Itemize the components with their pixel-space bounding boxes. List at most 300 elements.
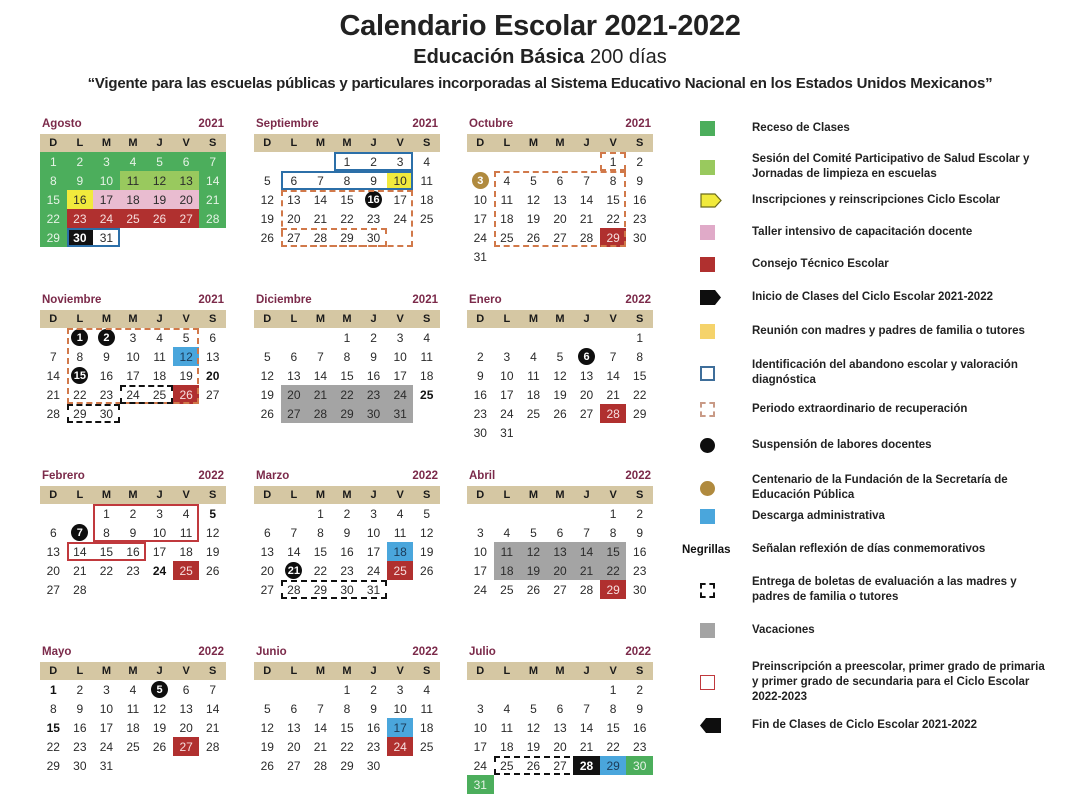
day-cell: 4 bbox=[503, 701, 511, 716]
day-cell: 6 bbox=[263, 525, 271, 540]
month-year: 2021 bbox=[412, 294, 438, 306]
weekday-label: M bbox=[528, 665, 538, 677]
day-cell: 3 bbox=[396, 682, 404, 697]
day-cell bbox=[281, 561, 308, 580]
weekday-label: M bbox=[342, 665, 352, 677]
legend-label: Vacaciones bbox=[752, 624, 815, 636]
day-cell: 10 bbox=[387, 171, 414, 190]
day-cell: 12 bbox=[526, 192, 541, 207]
day-cell: 31 bbox=[473, 249, 487, 264]
day-cell: 11 bbox=[494, 542, 521, 561]
day-cell: 15 bbox=[340, 368, 354, 383]
month-header bbox=[254, 646, 440, 662]
month-year: 2022 bbox=[625, 646, 651, 658]
day-cell: 9 bbox=[67, 171, 94, 190]
day-cell: 7 bbox=[609, 349, 617, 364]
legend-label: Señalan reflexión de días conmemorativos bbox=[752, 543, 986, 555]
legend-label: Periodo extraordinario de recuperación bbox=[752, 403, 968, 415]
day-cell: 23 bbox=[366, 211, 381, 226]
days-grid bbox=[40, 504, 226, 599]
empty-day bbox=[494, 152, 521, 171]
subtitle-rest: 200 días bbox=[584, 46, 667, 68]
day-cell: 14 bbox=[313, 720, 328, 735]
day-cell: 16 bbox=[340, 544, 354, 559]
weekday-label: M bbox=[555, 313, 565, 325]
day-cell: 28 bbox=[206, 739, 220, 754]
weekday-label: M bbox=[555, 489, 565, 501]
month-name: Octubre bbox=[469, 118, 514, 130]
day-cell: 9 bbox=[636, 173, 644, 188]
weekday-header bbox=[40, 310, 226, 328]
day-cell: 6 bbox=[173, 152, 200, 171]
weekday-label: S bbox=[209, 489, 217, 501]
weekday-label: M bbox=[128, 665, 138, 677]
day-cell: 20 bbox=[547, 561, 574, 580]
day-cell: 18 bbox=[500, 211, 514, 226]
day-cell: 1 bbox=[317, 506, 324, 521]
day-cell: 16 bbox=[366, 368, 381, 383]
day-cell: 8 bbox=[609, 173, 617, 188]
weekday-label: D bbox=[49, 313, 58, 325]
day-cell bbox=[467, 171, 494, 190]
weekday-label: L bbox=[76, 137, 84, 149]
legend-item bbox=[680, 623, 1080, 638]
month-name: Noviembre bbox=[42, 294, 102, 306]
day-cell: 8 bbox=[317, 525, 324, 540]
legend-item bbox=[680, 473, 1080, 503]
blue-outline-square-icon bbox=[680, 366, 738, 381]
weekday-label: J bbox=[370, 313, 377, 325]
day-cell: 22 bbox=[313, 563, 328, 578]
empty-day bbox=[494, 328, 521, 347]
day-cell: 29 bbox=[73, 406, 87, 421]
day-cell: 4 bbox=[423, 682, 431, 697]
day-cell: 9 bbox=[370, 173, 377, 188]
day-cell: 2 bbox=[370, 682, 377, 697]
weekday-label: J bbox=[156, 313, 163, 325]
day-cell: 9 bbox=[370, 701, 377, 716]
day-cell: 29 bbox=[334, 404, 361, 423]
day-cell: 17 bbox=[393, 192, 407, 207]
day-cell: 18 bbox=[494, 561, 521, 580]
day-cell: 11 bbox=[393, 525, 407, 540]
day-cell: 11 bbox=[500, 720, 514, 735]
empty-day bbox=[467, 680, 494, 699]
weekday-label: M bbox=[128, 137, 138, 149]
month-header bbox=[467, 294, 653, 310]
day-cell: 27 bbox=[46, 582, 60, 597]
day-cell: 9 bbox=[476, 368, 484, 383]
month-year: 2022 bbox=[198, 470, 224, 482]
days-grid bbox=[467, 680, 653, 794]
day-cell: 28 bbox=[287, 582, 301, 597]
legend-label: Descarga administrativa bbox=[752, 510, 885, 522]
day-cell: 24 bbox=[387, 385, 414, 404]
weekday-label: M bbox=[315, 137, 325, 149]
days-grid bbox=[254, 328, 440, 423]
day-cell: 19 bbox=[260, 211, 274, 226]
day-cell: 28 bbox=[573, 756, 600, 775]
day-cell: 29 bbox=[46, 758, 60, 773]
empty-day bbox=[573, 504, 600, 523]
day-cell: 26 bbox=[526, 758, 541, 773]
day-cell: 19 bbox=[553, 387, 567, 402]
month-header bbox=[40, 470, 226, 486]
day-cell: 17 bbox=[93, 190, 120, 209]
legend-label: Inicio de Clases del Ciclo Escolar 2021-2022 bbox=[752, 291, 993, 303]
empty-day bbox=[573, 680, 600, 699]
day-cell: 1 bbox=[636, 330, 644, 345]
day-cell: 8 bbox=[103, 525, 110, 540]
weekday-label: M bbox=[101, 665, 111, 677]
day-cell: 25 bbox=[420, 739, 434, 754]
day-cell: 3 bbox=[156, 506, 163, 521]
day-cell: 4 bbox=[423, 154, 431, 169]
day-cell: 18 bbox=[420, 192, 434, 207]
day-cell: 16 bbox=[633, 720, 647, 735]
day-cell: 7 bbox=[317, 173, 324, 188]
page-title: Calendario Escolar 2021-2022 bbox=[339, 10, 741, 42]
day-cell: 15 bbox=[606, 720, 620, 735]
legend-item bbox=[680, 225, 1080, 240]
day-cell: 10 bbox=[393, 349, 407, 364]
weekday-label: M bbox=[128, 489, 138, 501]
weekday-label: D bbox=[476, 313, 485, 325]
day-cell: 26 bbox=[206, 563, 220, 578]
day-cell: 22 bbox=[340, 211, 354, 226]
weekday-label: D bbox=[49, 137, 58, 149]
month-enero bbox=[467, 294, 653, 442]
day-cell: 20 bbox=[287, 211, 301, 226]
day-cell: 19 bbox=[520, 561, 547, 580]
day-cell: 5 bbox=[182, 330, 190, 345]
legend-item bbox=[680, 290, 1080, 305]
legend-label: Receso de Clases bbox=[752, 122, 850, 134]
day-cell: 8 bbox=[343, 349, 351, 364]
day-cell: 21 bbox=[206, 720, 220, 735]
month-year: 2021 bbox=[412, 118, 438, 130]
day-cell: 18 bbox=[120, 190, 147, 209]
empty-day bbox=[254, 328, 281, 347]
empty-day bbox=[281, 504, 308, 523]
day-cell: 10 bbox=[473, 544, 487, 559]
day-cell: 29 bbox=[313, 582, 328, 597]
day-cell: 3 bbox=[396, 154, 404, 169]
empty-day bbox=[307, 328, 334, 347]
month-marzo bbox=[254, 470, 440, 599]
day-cell: 11 bbox=[153, 349, 166, 364]
day-cell: 27 bbox=[173, 209, 200, 228]
day-cell: 2 bbox=[67, 152, 94, 171]
legend-label: Entrega de boletas de evaluación a las madres y padres de familia o tutores bbox=[752, 576, 1017, 603]
month-year: 2022 bbox=[412, 646, 438, 658]
day-cell: 26 bbox=[526, 230, 541, 245]
day-cell: 19 bbox=[526, 739, 541, 754]
day-cell: 17 bbox=[126, 368, 140, 383]
day-cell: 20 bbox=[579, 387, 594, 402]
legend-label: Inscripciones y reinscripciones Ciclo Escolar bbox=[752, 194, 1000, 206]
day-cell: 17 bbox=[500, 387, 514, 402]
day-cell: 15 bbox=[633, 368, 647, 383]
day-cell: 18 bbox=[500, 739, 514, 754]
day-cell: 23 bbox=[360, 385, 387, 404]
month-year: 2022 bbox=[625, 470, 651, 482]
day-cell: 16 bbox=[126, 544, 140, 559]
day-cell: 13 bbox=[547, 542, 574, 561]
legend-label: Fin de Clases de Ciclo Escolar 2021-2022 bbox=[752, 719, 978, 731]
days-grid bbox=[40, 680, 226, 775]
day-cell: 18 bbox=[526, 387, 541, 402]
day-cell: 13 bbox=[206, 349, 220, 364]
legend-item bbox=[680, 575, 1080, 605]
weekday-label: M bbox=[528, 489, 538, 501]
day-cell: 27 bbox=[287, 758, 301, 773]
month-header bbox=[254, 294, 440, 310]
weekday-label: S bbox=[209, 137, 217, 149]
day-cell: 26 bbox=[260, 406, 274, 421]
legend-label: Preinscripción a preescolar, primer grado de primaria y primer grado de secundaria para el Ciclo Escolar 2022-2023 bbox=[752, 661, 1045, 703]
day-cell: 30 bbox=[360, 404, 387, 423]
legend-label: Suspensión de labores docentes bbox=[752, 439, 932, 451]
day-cell: 8 bbox=[49, 701, 57, 716]
day-cell: 21 bbox=[606, 387, 620, 402]
day-cell: 3 bbox=[476, 525, 484, 540]
month-name: Enero bbox=[469, 294, 502, 306]
day-cell: 5 bbox=[530, 701, 537, 716]
day-cell: 31 bbox=[99, 758, 114, 773]
pink-square-icon bbox=[680, 225, 738, 240]
day-cell: 30 bbox=[473, 425, 487, 440]
day-cell: 11 bbox=[527, 368, 540, 383]
green-square-icon bbox=[680, 121, 738, 136]
day-cell: 15 bbox=[606, 192, 620, 207]
red-outline-square-icon bbox=[680, 675, 738, 690]
weekday-label: L bbox=[76, 489, 84, 501]
day-cell: 22 bbox=[40, 209, 67, 228]
day-cell: 11 bbox=[420, 173, 433, 188]
day-cell: 23 bbox=[473, 406, 487, 421]
weekday-header bbox=[467, 662, 653, 680]
day-cell: 23 bbox=[633, 563, 647, 578]
day-cell: 19 bbox=[260, 739, 274, 754]
weekday-header bbox=[467, 134, 653, 152]
day-cell: 3 bbox=[396, 330, 404, 345]
day-cell: 9 bbox=[76, 701, 84, 716]
weekday-header bbox=[254, 310, 440, 328]
weekday-label: J bbox=[583, 137, 590, 149]
day-cell: 28 bbox=[307, 404, 334, 423]
weekday-label: J bbox=[156, 489, 163, 501]
empty-day bbox=[467, 504, 494, 523]
weekday-label: M bbox=[315, 489, 325, 501]
day-cell: 15 bbox=[313, 544, 328, 559]
empty-day bbox=[467, 152, 494, 171]
day-cell: 8 bbox=[343, 173, 351, 188]
day-cell: 24 bbox=[126, 387, 140, 402]
day-cell: 30 bbox=[340, 582, 354, 597]
day-cell: 13 bbox=[287, 720, 301, 735]
weekday-label: D bbox=[476, 665, 485, 677]
day-cell: 5 bbox=[263, 349, 271, 364]
day-cell: 17 bbox=[387, 718, 414, 737]
days-grid bbox=[254, 680, 440, 775]
weekday-label: L bbox=[76, 313, 84, 325]
weekday-label: L bbox=[290, 313, 298, 325]
weekday-label: L bbox=[503, 137, 511, 149]
day-cell: 6 bbox=[290, 173, 298, 188]
day-cell: 20 bbox=[553, 211, 567, 226]
day-cell: 1 bbox=[609, 154, 617, 169]
day-cell: 13 bbox=[260, 544, 274, 559]
empty-day bbox=[547, 504, 574, 523]
day-cell: 26 bbox=[260, 230, 274, 245]
day-cell: 12 bbox=[526, 720, 541, 735]
weekday-header bbox=[254, 486, 440, 504]
day-cell: 10 bbox=[500, 368, 514, 383]
month-name: Abril bbox=[469, 470, 496, 482]
day-cell: 31 bbox=[366, 582, 381, 597]
weekday-label: D bbox=[263, 665, 272, 677]
day-cell: 12 bbox=[260, 368, 274, 383]
day-cell: 18 bbox=[387, 542, 414, 561]
day-cell: 15 bbox=[340, 720, 354, 735]
weekday-label: S bbox=[423, 313, 431, 325]
day-cell: 1 bbox=[40, 152, 67, 171]
day-cell: 2 bbox=[370, 330, 377, 345]
gold-circle-icon bbox=[680, 481, 738, 496]
weekday-label: D bbox=[49, 665, 58, 677]
day-cell: 26 bbox=[173, 385, 200, 404]
legend-item bbox=[680, 402, 1080, 417]
day-cell: 25 bbox=[500, 582, 514, 597]
weekday-label: M bbox=[555, 137, 565, 149]
day-cell: 28 bbox=[73, 582, 87, 597]
month-junio bbox=[254, 646, 440, 775]
weekday-label: M bbox=[101, 137, 111, 149]
day-cell: 7 bbox=[290, 525, 298, 540]
month-name: Mayo bbox=[42, 646, 72, 658]
day-cell: 24 bbox=[152, 563, 167, 578]
day-cell: 13 bbox=[579, 368, 594, 383]
weekday-label: L bbox=[76, 665, 84, 677]
day-cell: 31 bbox=[99, 230, 114, 245]
day-cell: 16 bbox=[366, 720, 381, 735]
day-cell: 5 bbox=[146, 152, 173, 171]
weekday-label: D bbox=[263, 489, 272, 501]
day-cell: 20 bbox=[287, 739, 301, 754]
day-cell: 3 bbox=[93, 152, 120, 171]
day-cell: 5 bbox=[209, 506, 217, 521]
days-grid bbox=[254, 152, 440, 247]
day-cell: 14 bbox=[287, 544, 301, 559]
day-cell: 4 bbox=[530, 349, 537, 364]
black-circle-icon: 6 bbox=[578, 348, 595, 365]
day-cell: 7 bbox=[317, 349, 324, 364]
day-cell: 22 bbox=[99, 563, 114, 578]
day-cell: 3 bbox=[103, 682, 110, 697]
gray-square-icon bbox=[680, 623, 738, 638]
month-year: 2021 bbox=[198, 294, 224, 306]
empty-day bbox=[520, 680, 547, 699]
days-grid bbox=[467, 504, 653, 599]
empty-day bbox=[254, 152, 281, 171]
empty-day bbox=[600, 328, 627, 347]
day-cell: 4 bbox=[503, 525, 511, 540]
day-cell: 19 bbox=[526, 211, 541, 226]
day-cell: 22 bbox=[46, 739, 60, 754]
legend-label: Centenario de la Fundación de la Secretaría de Educación Pública bbox=[752, 474, 1008, 501]
day-cell: 27 bbox=[287, 230, 301, 245]
day-cell: 19 bbox=[146, 190, 173, 209]
month-year: 2022 bbox=[625, 294, 651, 306]
day-cell: 6 bbox=[290, 701, 298, 716]
empty-day bbox=[281, 328, 308, 347]
day-cell: 23 bbox=[633, 211, 647, 226]
day-cell bbox=[360, 190, 387, 209]
day-cell: 16 bbox=[633, 544, 647, 559]
day-cell: 4 bbox=[120, 152, 147, 171]
month-header bbox=[467, 118, 653, 134]
weekday-label: L bbox=[290, 489, 298, 501]
day-cell: 29 bbox=[600, 228, 627, 247]
day-cell: 5 bbox=[423, 506, 431, 521]
day-cell: 14 bbox=[46, 368, 60, 383]
month-name: Diciembre bbox=[256, 294, 312, 306]
day-cell: 20 bbox=[260, 563, 274, 578]
empty-day bbox=[40, 504, 67, 523]
day-cell: 24 bbox=[366, 563, 381, 578]
day-cell: 12 bbox=[260, 720, 274, 735]
day-cell: 30 bbox=[67, 228, 94, 247]
month-julio bbox=[467, 646, 653, 794]
black-circle-icon: 1 bbox=[71, 329, 88, 346]
day-cell: 6 bbox=[290, 349, 298, 364]
bold-text-icon bbox=[680, 544, 738, 556]
day-cell: 30 bbox=[366, 230, 381, 245]
weekday-label: J bbox=[156, 665, 163, 677]
month-agosto bbox=[40, 118, 226, 247]
weekday-header bbox=[467, 310, 653, 328]
month-year: 2021 bbox=[625, 118, 651, 130]
day-cell: 29 bbox=[600, 756, 627, 775]
day-cell: 9 bbox=[370, 349, 377, 364]
weekday-label: V bbox=[609, 489, 617, 501]
weekday-label: V bbox=[396, 313, 404, 325]
day-cell: 4 bbox=[156, 330, 163, 345]
day-cell: 12 bbox=[520, 542, 547, 561]
day-cell: 20 bbox=[179, 720, 193, 735]
day-cell: 5 bbox=[263, 173, 271, 188]
day-cell: 6 bbox=[182, 682, 190, 697]
day-cell: 7 bbox=[209, 682, 217, 697]
empty-day bbox=[281, 152, 308, 171]
day-cell: 21 bbox=[73, 563, 87, 578]
empty-day bbox=[494, 680, 521, 699]
weekday-header bbox=[467, 486, 653, 504]
day-cell: 26 bbox=[553, 406, 567, 421]
day-cell: 10 bbox=[473, 720, 487, 735]
day-cell: 17 bbox=[473, 739, 487, 754]
day-cell: 13 bbox=[179, 701, 193, 716]
day-cell: 1 bbox=[343, 154, 351, 169]
day-cell: 6 bbox=[49, 525, 57, 540]
day-cell: 17 bbox=[393, 368, 407, 383]
black-circle-icon: 21 bbox=[285, 562, 302, 579]
day-cell: 21 bbox=[313, 211, 328, 226]
weekday-label: S bbox=[209, 665, 217, 677]
black-circle-icon bbox=[680, 438, 738, 453]
day-cell: 18 bbox=[420, 368, 434, 383]
